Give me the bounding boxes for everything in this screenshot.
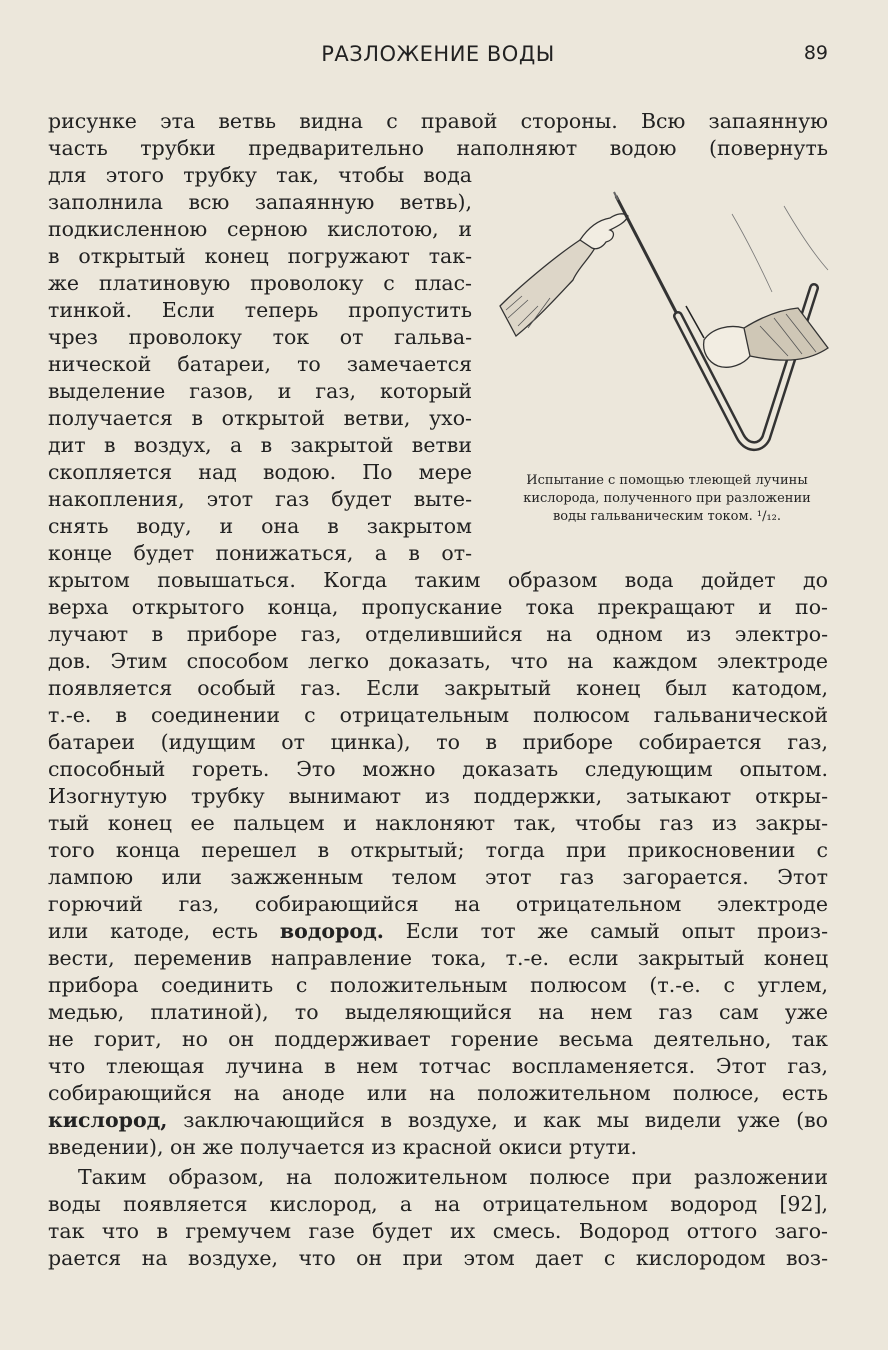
text-run: заключающийся в воздухе, и как мы видели уже (во: [167, 1108, 828, 1132]
text-line: получается в открытой ветви, ухо-: [48, 406, 472, 430]
text-line: лучают в приборе газ, отделившийся на одном из электро-: [48, 622, 828, 646]
experiment-drawing: [498, 188, 834, 458]
figure-illustration: [498, 188, 834, 458]
page-header: [48, 42, 828, 82]
text-line: крытом повышаться. Когда таким образом вода дойдет до: [48, 568, 828, 592]
text-line: медью, платиной), то выделяющийся на нем газ сам уже: [48, 1000, 828, 1024]
term-hydrogen: водород.: [279, 919, 384, 943]
figure-caption: [496, 472, 838, 526]
page-number: 89: [803, 42, 828, 64]
text-line: не горит, но он поддерживает горение весьма деятельно, так: [48, 1027, 828, 1051]
text-line: рается на воздухе, что он при этом дает с кислородом воз-: [48, 1246, 828, 1270]
text-line: [48, 1107, 828, 1133]
text-line: чрез проволоку ток от гальва-: [48, 325, 472, 349]
text-line: собирающийся на аноде или на положительном полюсе, есть: [48, 1081, 828, 1105]
splint-drawing: [616, 196, 678, 316]
text-line: воды появляется кислород, а на отрицательном водород [92],: [48, 1192, 828, 1216]
text-line: Изогнутую трубку вынимают из поддержки, затыкают откры-: [48, 784, 828, 808]
text-line: дов. Этим способом легко доказать, что на каждом электроде: [48, 649, 828, 673]
text-line: батареи (идущим от цинка), то в приборе собирается газ,: [48, 730, 828, 754]
text-line: вести, переменив направление тока, т.-е. если закрытый конец: [48, 946, 828, 970]
text-line: горючий газ, собирающийся на отрицательном электроде: [48, 892, 828, 916]
caption-line: воды гальваническим током. ¹/₁₂.: [552, 509, 782, 524]
text-line: верха открытого конца, пропускание тока прекращают и по-: [48, 595, 828, 619]
text-line: выделение газов, и газ, который: [48, 379, 472, 403]
text-run: или катоде, есть: [48, 919, 280, 943]
text-line: снять воду, и она в закрытом: [48, 514, 472, 538]
text-line: т.-е. в соединении с отрицательным полюсом гальванической: [48, 703, 828, 727]
caption-line: кислорода, полученного при разложении: [523, 491, 811, 506]
text-line: лампою или зажженным телом этот газ загорается. Этот: [48, 865, 828, 889]
text-line: прибора соединить с положительным полюсом (т.-е. с углем,: [48, 973, 828, 997]
text-line: того конца перешел в открытый; тогда при прикосновении с: [48, 838, 828, 862]
text-line: способный гореть. Это можно доказать следующим опытом.: [48, 757, 828, 781]
text-line: что тлеющая лучина в нем тотчас воспламеняется. Этот газ,: [48, 1054, 828, 1078]
caption-line: Испытание с помощью тлеющей лучины: [526, 473, 808, 488]
text-line: подкисленною серною кислотою, и: [48, 217, 472, 241]
text-line: рисунке эта ветвь видна с правой стороны. Всю запаянную: [48, 109, 828, 133]
text-line: нической батареи, то замечается: [48, 352, 472, 376]
text-line: конце будет понижаться, а в от-: [48, 541, 472, 565]
text-line: введении), он же получается из красной окиси ртути.: [48, 1135, 637, 1159]
running-title: РАЗЛОЖЕНИЕ ВОДЫ: [321, 42, 555, 66]
text-line: дит в воздух, а в закрытой ветви: [48, 433, 472, 457]
text-line: тый конец ее пальцем и наклоняют так, чтобы газ из закры-: [48, 811, 828, 835]
text-line: накопления, этот газ будет выте-: [48, 487, 472, 511]
text-line: тинкой. Если теперь пропустить: [48, 298, 472, 322]
text-line: же платиновую проволоку с плас-: [48, 271, 472, 295]
text-line: часть трубки предварительно наполняют водою (повернуть: [48, 136, 828, 160]
text-line: для этого трубку так, чтобы вода: [48, 163, 472, 187]
text-line: Таким образом, на положительном полюсе при разложении: [78, 1165, 828, 1189]
text-line: [48, 918, 828, 944]
text-run: Если тот же самый опыт произ-: [383, 919, 828, 943]
text-line: появляется особый газ. Если закрытый конец был катодом,: [48, 676, 828, 700]
text-line: заполнила всю запаянную ветвь),: [48, 190, 472, 214]
text-line: так что в гремучем газе будет их смесь. Водород оттого заго-: [48, 1219, 828, 1243]
left-hand-drawing: [580, 214, 628, 249]
text-line: скопляется над водою. По мере: [48, 460, 472, 484]
sleeve-left-drawing: [500, 240, 596, 336]
sleeve-right-drawing: [744, 308, 828, 360]
text-line: в открытый конец погружают так-: [48, 244, 472, 268]
term-oxygen: кислород,: [48, 1108, 168, 1132]
